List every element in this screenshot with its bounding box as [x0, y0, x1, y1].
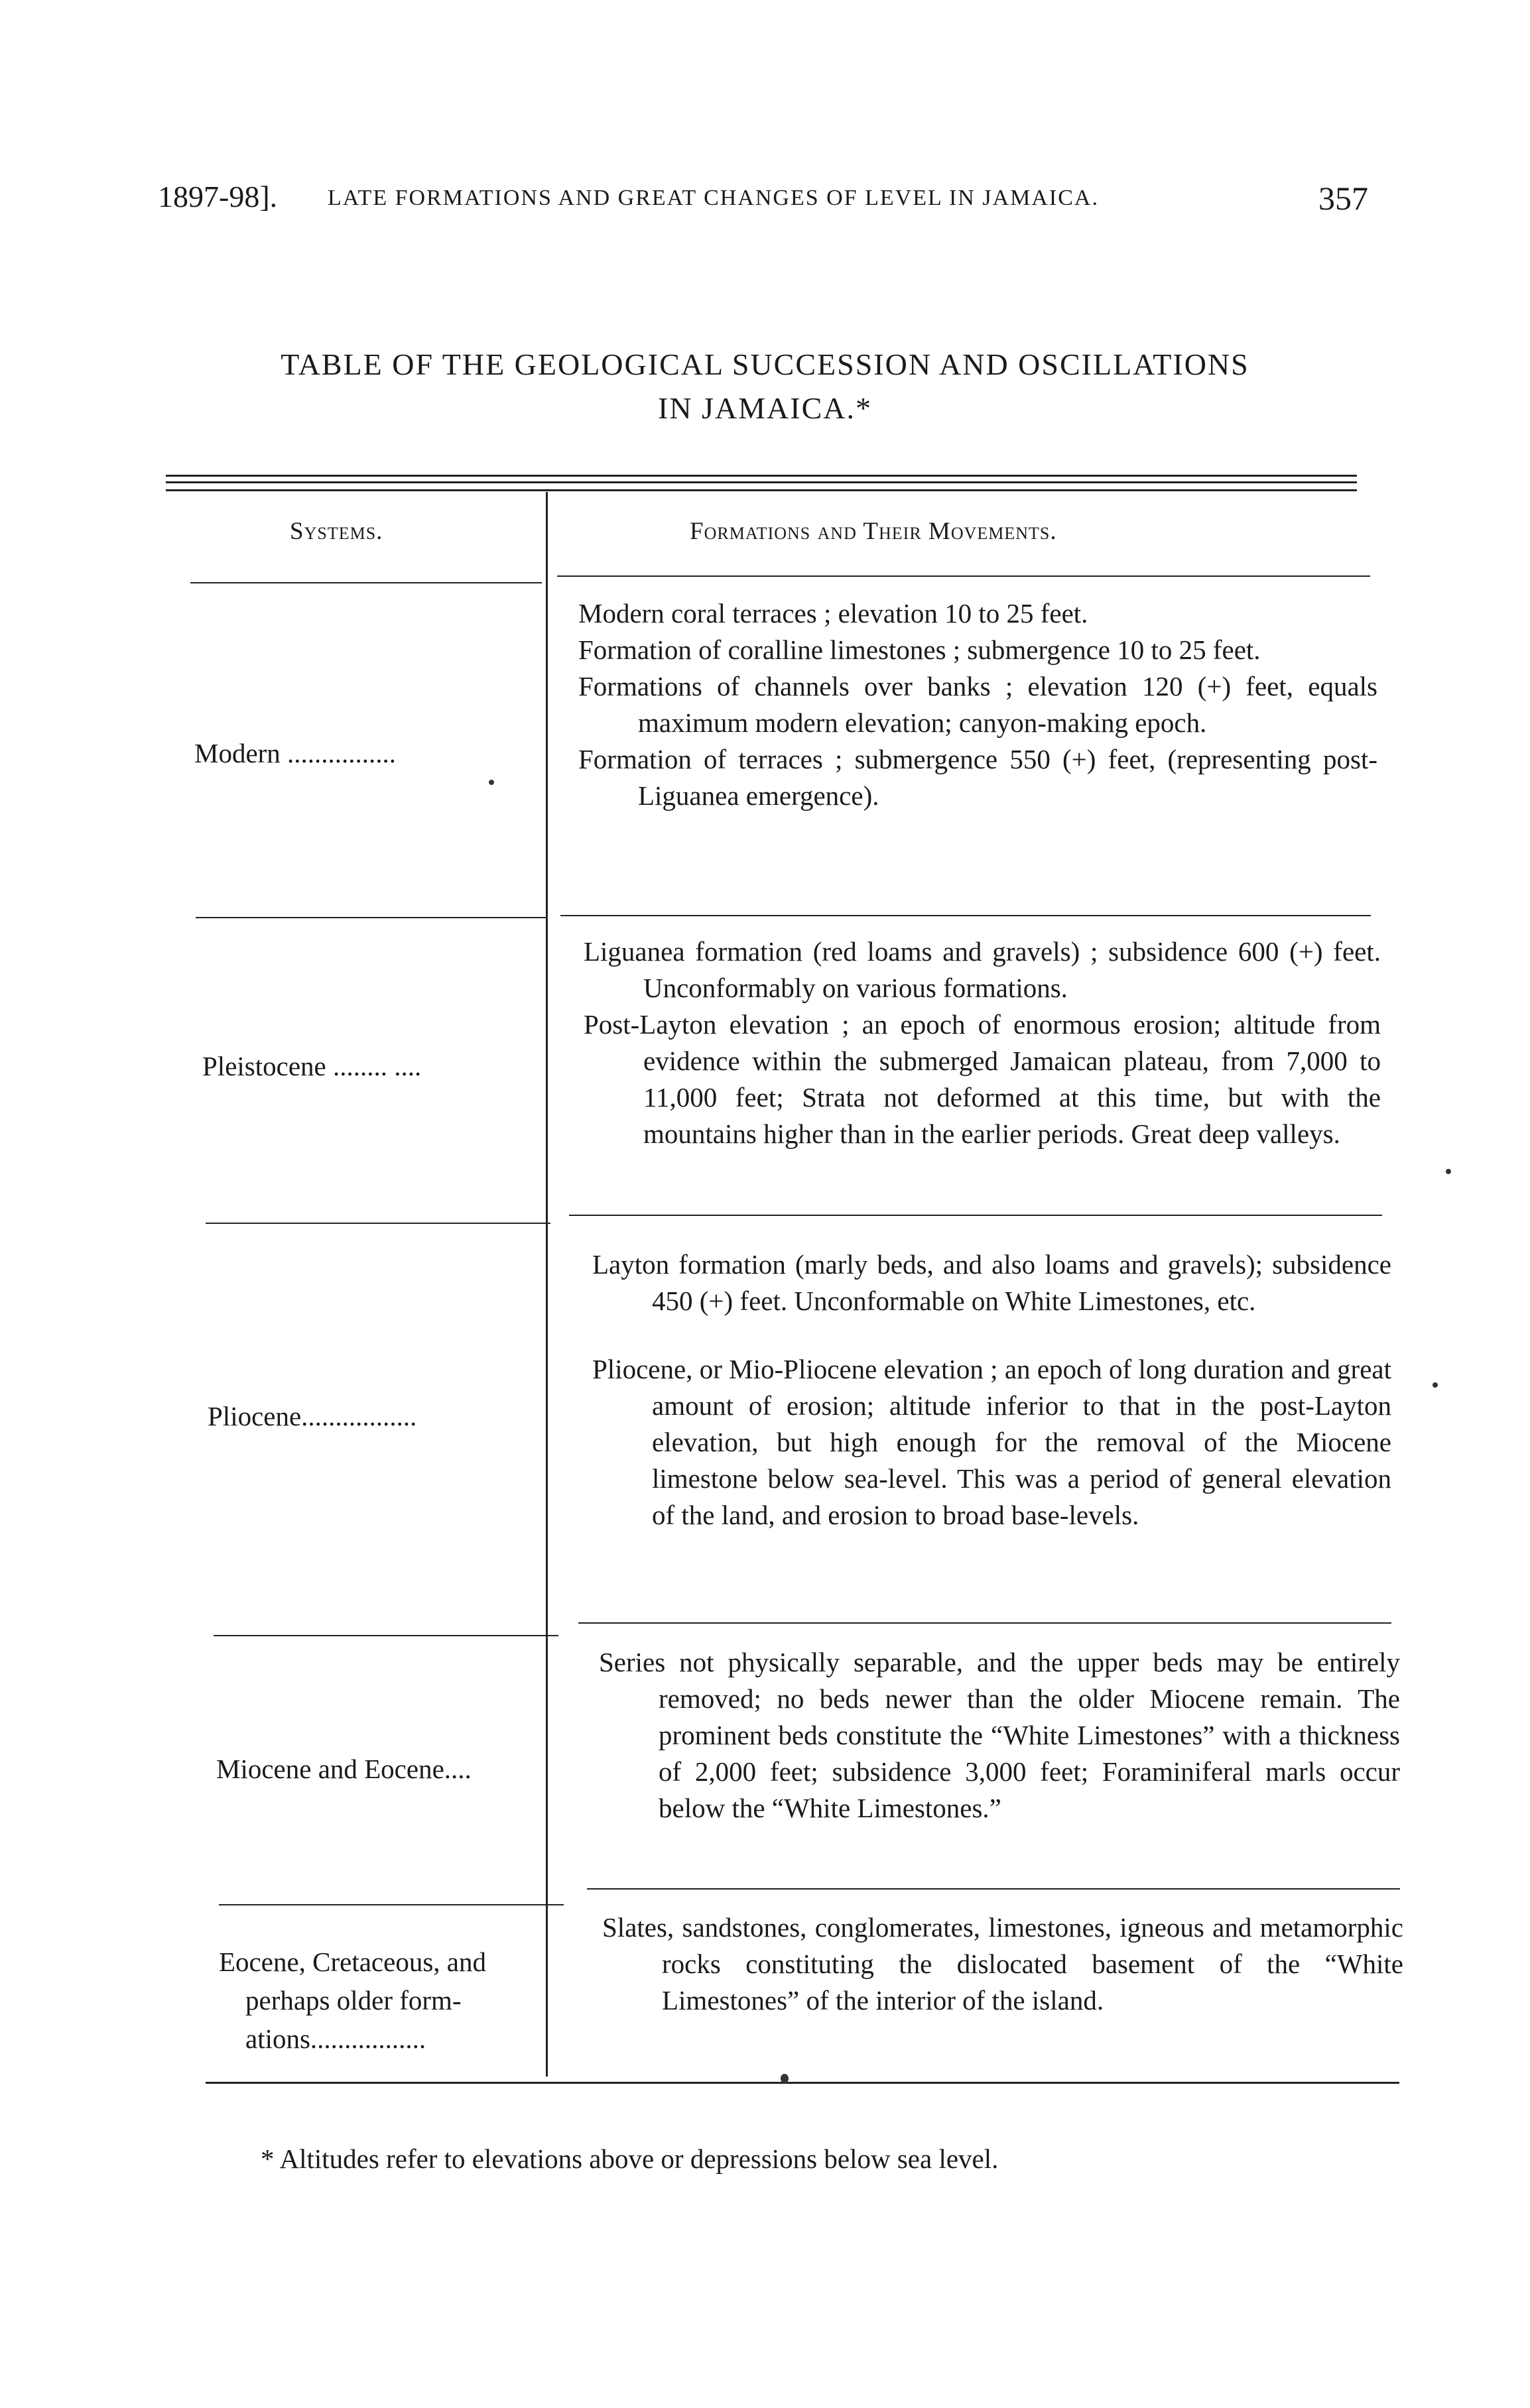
scan-speck	[1446, 1169, 1451, 1174]
system-pleistocene: Pleistocene ........ ....	[202, 1051, 422, 1081]
system-eocene-cretaceous	[219, 1943, 486, 2058]
formation-paragraph: Formation of terraces ; submergence 550 (+) feet, (representing post-Liguanea emergence).	[578, 744, 1377, 811]
table-title-line2: IN JAMAICA.*	[658, 391, 872, 425]
row-rule-left	[206, 1223, 550, 1224]
header-rule-left	[190, 582, 542, 583]
system-modern: Modern ................	[194, 738, 397, 768]
row-rule-left	[214, 1635, 558, 1636]
scan-speck	[489, 780, 494, 785]
row-rule-left	[196, 917, 547, 918]
formation-paragraph: Formations of channels over banks ; elevation 120 (+) feet, equals maximum modern elevation; canyon-making epoch.	[578, 671, 1377, 738]
system-miocene-eocene: Miocene and Eocene....	[216, 1754, 472, 1784]
formations-pliocene	[592, 1246, 1391, 1534]
formation-paragraph: Liguanea formation (red loams and gravels) ; subsidence 600 (+) feet. Unconformably on various formations.	[584, 936, 1381, 1003]
row-rule-right	[569, 1215, 1382, 1216]
running-title: LATE FORMATIONS AND GREAT CHANGES OF LEVEL IN JAMAICA.	[328, 186, 1099, 210]
table-title-line1: TABLE OF THE GEOLOGICAL SUCCESSION AND OSCILLATIONS	[281, 347, 1249, 381]
system-pliocene: Pliocene.................	[208, 1401, 417, 1431]
top-rule-1	[166, 475, 1357, 477]
header-rule-right	[557, 575, 1370, 577]
formation-paragraph: Slates, sandstones, conglomerates, limestones, igneous and metamorphic rocks constituting the dislocated basement of the “White Limestones” of the interior of the island.	[602, 1912, 1403, 2016]
column-divider	[546, 492, 548, 2077]
scan-speck	[1433, 1382, 1438, 1388]
formations-miocene-eocene	[599, 1644, 1400, 1827]
header-years: 1897-98].	[158, 180, 278, 213]
formation-paragraph: Post-Layton elevation ; an epoch of enormous erosion; altitude from evidence within the submerged Jamaican plateau, from 7,000 to 11,000 feet; Strata not deformed at this time, but with the mountains higher than in the earlier periods. Great deep valleys.	[584, 1009, 1381, 1149]
formation-paragraph: Pliocene, or Mio-Pliocene elevation ; an epoch of long duration and great amount of erosion; altitude inferior to that in the post-Layton elevation, but high enough for the removal of the Miocene limestone below sea-level. This was a period of general elevation of the land, and erosion to broad base-levels.	[592, 1354, 1391, 1530]
row-rule-right	[560, 915, 1371, 916]
footnote: * Altitudes refer to elevations above or depressions below sea level.	[261, 2143, 999, 2174]
column-header-formations: Formations and Their Movements.	[690, 518, 1057, 545]
formation-paragraph: Layton formation (marly beds, and also loams and gravels); subsidence 450 (+) feet. Unconformable on White Limestones, etc.	[592, 1249, 1391, 1316]
row-rule-right	[578, 1622, 1391, 1624]
row-rule-right	[587, 1888, 1400, 1890]
formations-eocene-cretaceous	[602, 1909, 1403, 2019]
scan-speck	[781, 2074, 789, 2083]
page-number: 357	[1318, 180, 1368, 217]
formation-paragraph: Series not physically separable, and the upper beds may be entirely removed; no beds newer than the older Miocene remain. The prominent beds constitute the “White Limestones” with a thickness of 2,000 feet; subsidence 3,000 feet; Foraminiferal marls occur below the “White Limestones.”	[599, 1647, 1400, 1823]
column-header-systems: Systems.	[290, 518, 383, 545]
top-rule-2	[166, 481, 1357, 483]
top-rule-3	[166, 489, 1357, 491]
formation-paragraph: Formation of coralline limestones ; submergence 10 to 25 feet.	[578, 634, 1261, 665]
formations-modern	[578, 595, 1377, 814]
system-line: ations.................	[245, 2023, 426, 2054]
bottom-rule	[206, 2082, 1399, 2084]
row-rule-left	[219, 1904, 564, 1905]
formation-paragraph: Modern coral terraces ; elevation 10 to 25 feet.	[578, 598, 1088, 629]
formations-pleistocene	[584, 933, 1381, 1152]
system-line: perhaps older form-	[245, 1985, 462, 2016]
system-line: Eocene, Cretaceous, and	[219, 1947, 486, 1977]
